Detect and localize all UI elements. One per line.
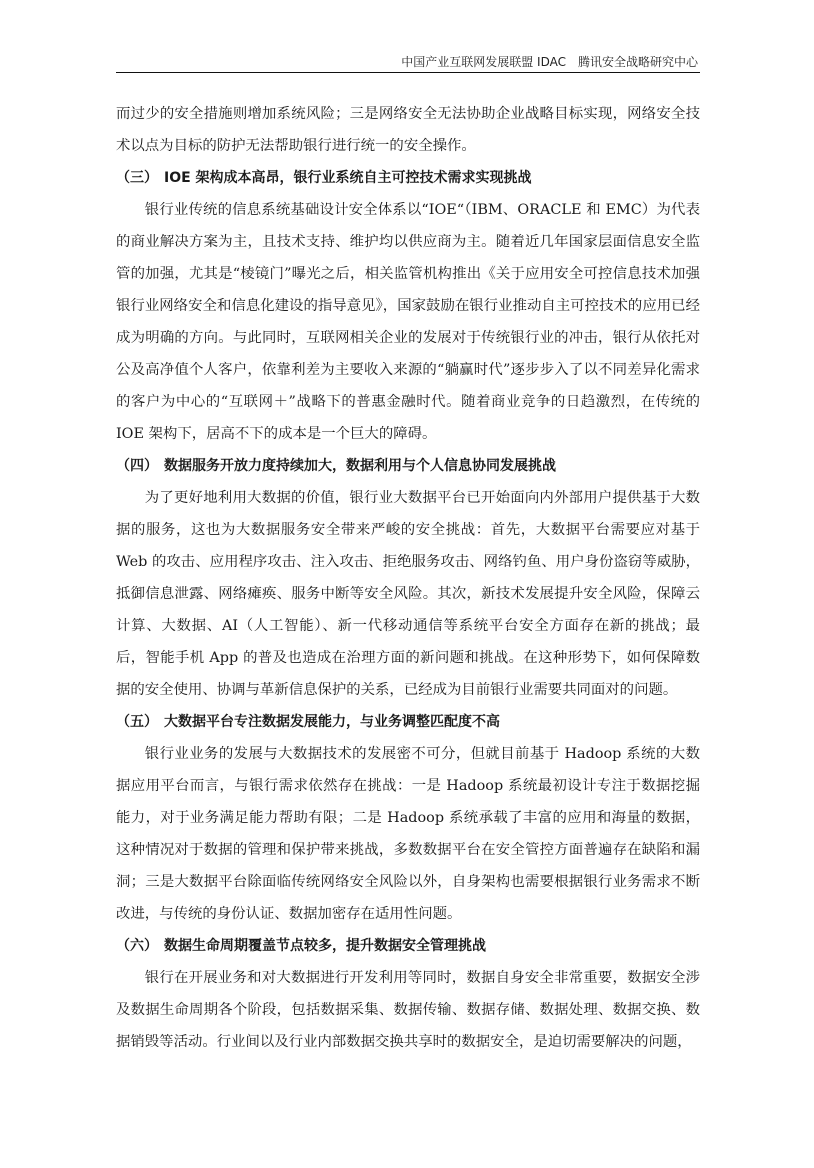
section-number: （三） xyxy=(116,170,158,186)
intro-paragraph: 而过少的安全措施则增加系统风险；三是网络安全无法协助企业战略目标实现，网络安全技术以点为目标的防护无法帮助银行进行统一的安全操作。 xyxy=(116,106,700,154)
section-number: （五） xyxy=(116,714,158,730)
section-heading-5 xyxy=(116,706,700,738)
section-heading-4 xyxy=(116,450,700,482)
section-paragraph-4: 为了更好地利用大数据的价值，银行业大数据平台已开始面向内外部用户提供基于大数据的服务，这也为大数据服务安全带来严峻的安全挑战：首先，大数据平台需要应对基于 Web 的攻击、应用程序攻击、注入攻击、拒绝服务攻击、网络钓鱼、用户身份盗窃等威胁，抵御信息泄露、网络瘫痪、服务中断等安全风险。其次，新技术发展提升安全风险，保障云计算、大数据、AI（人工智能）、新一代移动通信等系统平台安全方面存在新的挑战；最后，智能手机 App 的普及也造成在治理方面的新问题和挑战。在这种形势下，如何保障数据的安全使用、协调与革新信息保护的关系，已经成为目前银行业需要共同面对的问题。 xyxy=(116,490,700,698)
section-title: 数据生命周期覆盖节点较多，提升数据安全管理挑战 xyxy=(164,938,486,954)
section-title: 数据服务开放力度持续加大，数据利用与个人信息协同发展挑战 xyxy=(164,458,556,474)
section-number: （四） xyxy=(116,458,158,474)
section-heading-3 xyxy=(116,162,700,194)
section-title: IOE 架构成本高昂，银行业系统自主可控技术需求实现挑战 xyxy=(164,170,532,186)
running-header: 中国产业互联网发展联盟 IDAC 腾讯安全战略研究中心 xyxy=(401,55,698,69)
header-divider xyxy=(116,72,700,73)
section-heading-6 xyxy=(116,930,700,962)
section-paragraph-5: 银行业业务的发展与大数据技术的发展密不可分，但就目前基于 Hadoop 系统的大数据应用平台而言，与银行需求依然存在挑战：一是 Hadoop 系统最初设计专注于数据挖掘能力，对于业务满足能力帮助有限；二是 Hadoop 系统承载了丰富的应用和海量的数据，这种情况对于数据的管理和保护带来挑战，多数数据平台在安全管控方面普遍存在缺陷和漏洞；三是大数据平台除面临传统网络安全风险以外，自身架构也需要根据银行业务需求不断改进，与传统的身份认证、数据加密存在适用性问题。 xyxy=(116,746,700,922)
section-paragraph-3: 银行业传统的信息系统基础设计安全体系以“IOE“（IBM、ORACLE 和 EMC）为代表的商业解决方案为主，且技术支持、维护均以供应商为主。随着近几年国家层面信息安全监管的加强，尤其是“棱镜门”曝光之后，相关监管机构推出《关于应用安全可控信息技术加强银行业网络安全和信息化建设的指导意见》，国家鼓励在银行业推动自主可控技术的应用已经成为明确的方向。与此同时，互联网相关企业的发展对于传统银行业的冲击，银行从依托对公及高净值个人客户，依靠利差为主要收入来源的“躺赢时代”逐步步入了以不同差异化需求的客户为中心的“互联网＋”战略下的普惠金融时代。随着商业竞争的日趋激烈，在传统的 IOE 架构下，居高不下的成本是一个巨大的障碍。 xyxy=(116,202,700,442)
section-paragraph-6: 银行在开展业务和对大数据进行开发利用等同时，数据自身安全非常重要，数据安全涉及数据生命周期各个阶段，包括数据采集、数据传输、数据存储、数据处理、数据交换、数据销毁等活动。行业间以及行业内部数据交换共享时的数据安全，是迫切需要解决的问题， xyxy=(116,970,700,1050)
document-body xyxy=(116,98,700,1058)
section-title: 大数据平台专注数据发展能力，与业务调整匹配度不高 xyxy=(164,714,500,730)
section-number: （六） xyxy=(116,938,158,954)
